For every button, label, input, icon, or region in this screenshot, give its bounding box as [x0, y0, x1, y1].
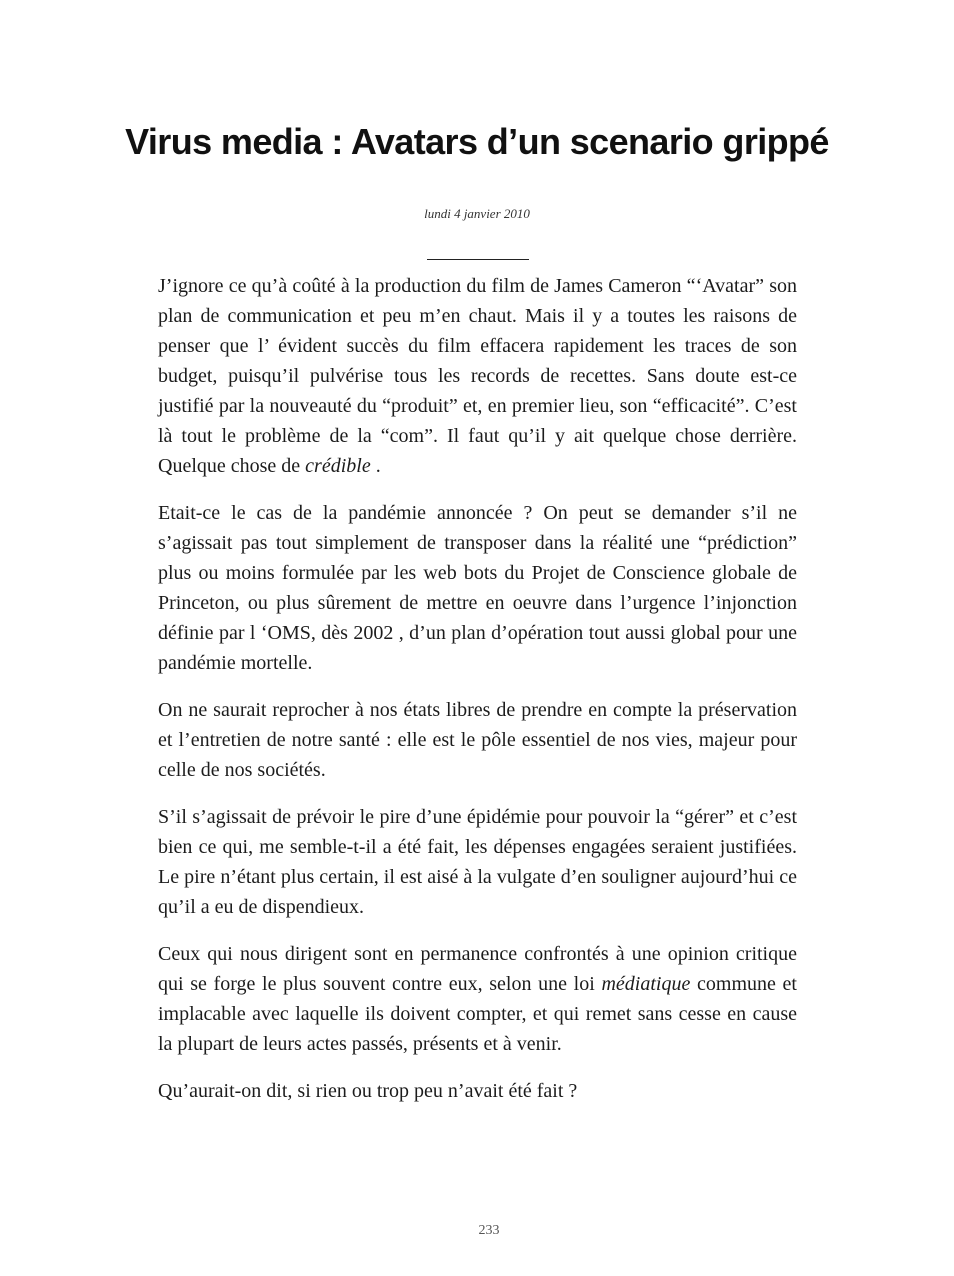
paragraph-1-text-end: . [370, 455, 381, 477]
paragraph-2: Etait-ce le cas de la pandémie annoncée ? On peut se demander s’il ne s’agissait pas tout simplement de transposer dans la réalité une “prédiction” plus ou moins formulée par les web bots du Projet de Conscience globale de Princeton, ou plus sûrement de mettre en oeuvre dans l’urgence l’injonction définie par l ‘OMS, dès 2002 , d’un plan d’opération tout aussi global pour une pandémie mortelle. [158, 502, 797, 674]
paragraph-5-emphasis: médiatique [601, 973, 691, 995]
paragraph-6: Qu’aurait-on dit, si rien ou trop peu n’avait été fait ? [158, 1080, 578, 1102]
paragraph-1-emphasis: crédible [305, 455, 371, 477]
page-number: 233 [478, 1223, 500, 1238]
article-body [158, 271, 797, 1123]
paragraph-5-text: Ceux qui nous dirigent sont en permanence confrontés à une opinion critique qui se forge le plus souvent contre eux, selon une loi [158, 943, 797, 995]
paragraph-5-text-end: commune et implacable avec laquelle ils doivent compter, et qui remet sans cesse en cause la plupart de leurs actes passés, présents et à venir. [158, 973, 797, 1055]
paragraph-3: On ne saurait reprocher à nos états libres de prendre en compte la préservation et l’entretien de notre santé : elle est le pôle essentiel de nos vies, majeur pour celle de nos sociétés. [158, 699, 797, 781]
paragraph-5 [158, 939, 797, 1059]
paragraph-1 [158, 271, 797, 481]
title-separator [427, 259, 529, 260]
article-title: Virus media : Avatars d’un scenario grippé [125, 121, 829, 162]
paragraph-1-text: J’ignore ce qu’à coûté à la production du film de James Cameron “‘Avatar” son plan de communication et peu m’en chaut. Mais il y a toutes les raisons de penser que l’ évident succès du film effacera rapidement les traces de son budget, puisqu’il pulvérise tous les records de recettes. Sans doute est-ce justifié par la nouveauté du “produit” et, en premier lieu, son “efficacité”. C’est là tout le problème de la “com”. Il faut qu’il y ait quelque chose derrière. Quelque chose de [158, 275, 797, 477]
article-date: lundi 4 janvier 2010 [424, 206, 530, 221]
paragraph-4: S’il s’agissait de prévoir le pire d’une épidémie pour pouvoir la “gérer” et c’est bien ce qui, me semble-t-il a été fait, les dépenses engagées seraient justifiées. Le pire n’étant plus certain, il est aisé à la vulgate d’en souligner aujourd’hui ce qu’il a eu de dispendieux. [158, 806, 797, 918]
